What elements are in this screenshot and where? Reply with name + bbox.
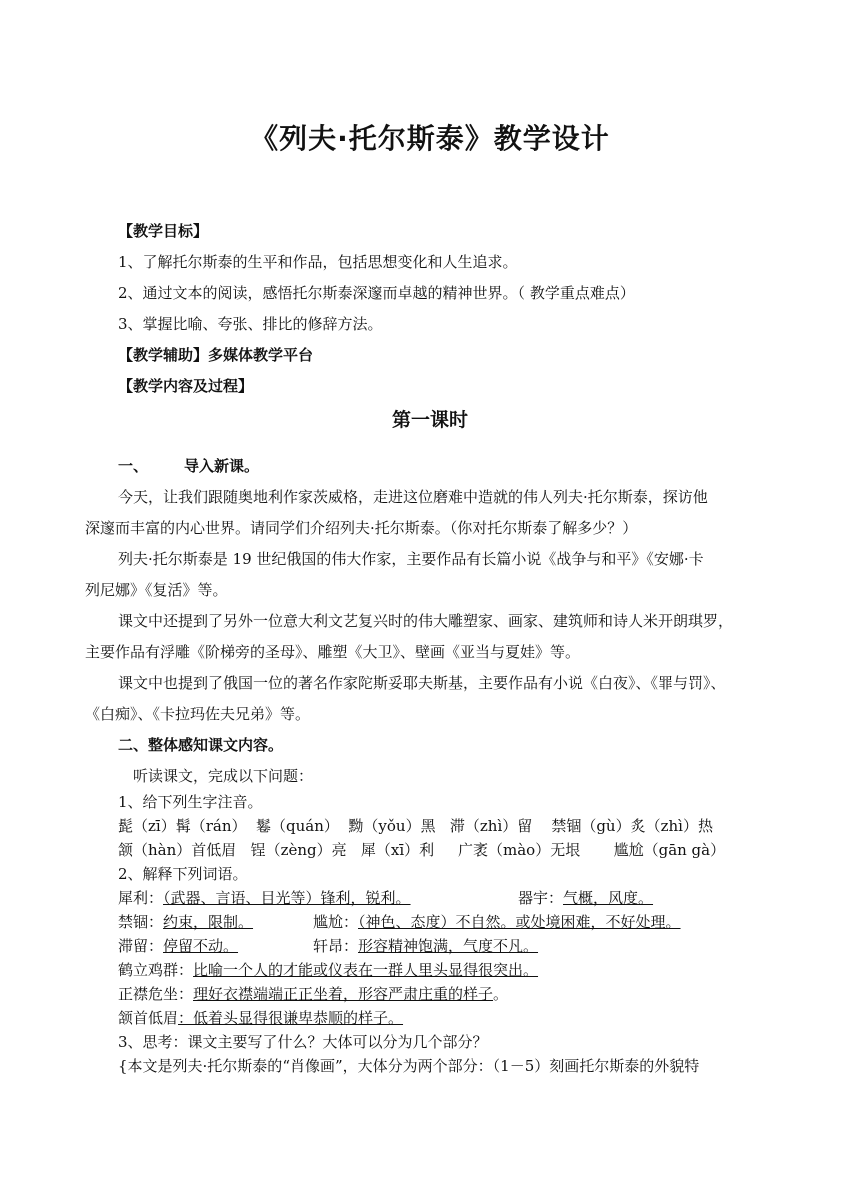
definition-text: （神色、态度）不自然。或处境困难，不好处理。 — [358, 913, 681, 931]
definition-text: 形容精神饱满，气度不凡。 — [358, 937, 539, 955]
definition-term: 颔首低眉 — [118, 1009, 179, 1027]
definition-term: 正襟危坐： — [118, 985, 194, 1003]
definition-text: （武器、言语、目光等）锋利，锐利。 — [163, 889, 411, 907]
question-3: 3、思考：课文主要写了什么？大体可以分为几个部分？ — [118, 1033, 488, 1051]
definition-text: 理好衣襟端端正正坐着，形容严肃庄重的样子 — [193, 985, 494, 1003]
definition-text: 比喻一个人的才能或仪表在一群人里头显得很突出。 — [193, 961, 539, 979]
section1-paragraph4-line2: 《白痴》、《卡拉玛佐夫兄弟》等。 — [85, 705, 311, 723]
objective-item-1: 1、了解托尔斯泰的生平和作品，包括思想变化和人生追求。 — [118, 253, 518, 271]
definition-term: 器宇： — [518, 889, 564, 907]
lesson-title: 第一课时 — [391, 409, 468, 431]
definition-text: 气概，风度。 — [563, 889, 654, 907]
section1-paragraph4-line1: 课文中也提到了俄国一位的著名作家陀斯妥耶夫斯基，主要作品有小说《白夜》、《罪与罚》、 — [118, 674, 726, 692]
definition-text: 约束，限制。 — [163, 913, 254, 931]
section2-heading: 二、整体感知课文内容。 — [118, 736, 284, 754]
definition-term: 尴尬： — [313, 913, 359, 931]
definition-tail: 。 — [493, 985, 509, 1003]
definition-text: 停留不动。 — [163, 937, 239, 955]
definition-row-right — [313, 912, 860, 932]
section1-paragraph3-line1: 课文中还提到了另外一位意大利文艺复兴时的伟大雕塑家、画家、建筑师和诗人米开朗琪罗， — [118, 612, 734, 630]
section2-intro: 听读课文，完成以下问题： — [133, 767, 314, 785]
definition-term: 轩昂： — [313, 937, 359, 955]
definition-row-right — [518, 888, 860, 908]
teaching-aids: 【教学辅助】多媒体教学平台 — [118, 346, 314, 364]
definition-row-right — [313, 936, 860, 956]
question-2: 2、解释下列词语。 — [118, 865, 248, 883]
objective-item-2: 2、通过文本的阅读，感悟托尔斯泰深邃而卓越的精神世界。（ 教学重点难点） — [118, 284, 635, 302]
pinyin-line-1: 髭（zī）髯（rán） 鬈（quán） 黝（yǒu）黑 滞（zhì）留 禁锢（gù）炙（zhì）热 — [118, 817, 713, 835]
process-heading: 【教学内容及过程】 — [118, 377, 254, 395]
pinyin-line-2: 颔（hàn）首低眉 锃（zèng）亮 犀（xī）利 广袤（mào）无垠 尴尬（gān gà） — [118, 841, 726, 859]
definition-row — [118, 960, 818, 980]
definition-term: 禁锢： — [118, 913, 164, 931]
objective-item-3: 3、掌握比喻、夸张、排比的修辞方法。 — [118, 315, 383, 333]
document-title: 《列夫·托尔斯泰》教学设计 — [250, 122, 610, 155]
definition-row — [118, 1008, 818, 1028]
section1-paragraph3-line2: 主要作品有浮雕《阶梯旁的圣母》、雕塑《大卫》、壁画《亚当与夏娃》等。 — [85, 643, 581, 661]
definition-term: 犀利： — [118, 889, 164, 907]
objectives-heading: 【教学目标】 — [118, 222, 209, 240]
question-3-answer: {本文是列夫·托尔斯泰的“肖像画”，大体分为两个部分：（1－5）刻画托尔斯泰的外貌特 — [118, 1057, 700, 1075]
section1-title: 导入新课。 — [184, 457, 260, 475]
definition-text: ：低着头显得很谦卑恭顺的样子。 — [178, 1009, 404, 1027]
section1-number: 一、 — [118, 457, 149, 475]
section1-paragraph1-line2: 深邃而丰富的内心世界。请同学们介绍列夫·托尔斯泰。（你对托尔斯泰了解多少？） — [85, 519, 638, 537]
section1-paragraph1-line1: 今天，让我们跟随奥地利作家茨威格，走进这位磨难中造就的伟人列夫·托尔斯泰，探访他 — [118, 488, 708, 506]
section1-paragraph2-line1: 列夫·托尔斯泰是 19 世纪俄国的伟大作家，主要作品有长篇小说《战争与和平》《安娜·卡 — [118, 550, 704, 568]
definition-term: 鹤立鸡群： — [118, 961, 194, 979]
section1-heading — [118, 456, 818, 476]
section1-paragraph2-line2: 列尼娜》《复活》等。 — [85, 581, 228, 599]
definition-term: 滞留： — [118, 937, 164, 955]
definition-row — [118, 984, 818, 1004]
question-1: 1、给下列生字注音。 — [118, 793, 263, 811]
